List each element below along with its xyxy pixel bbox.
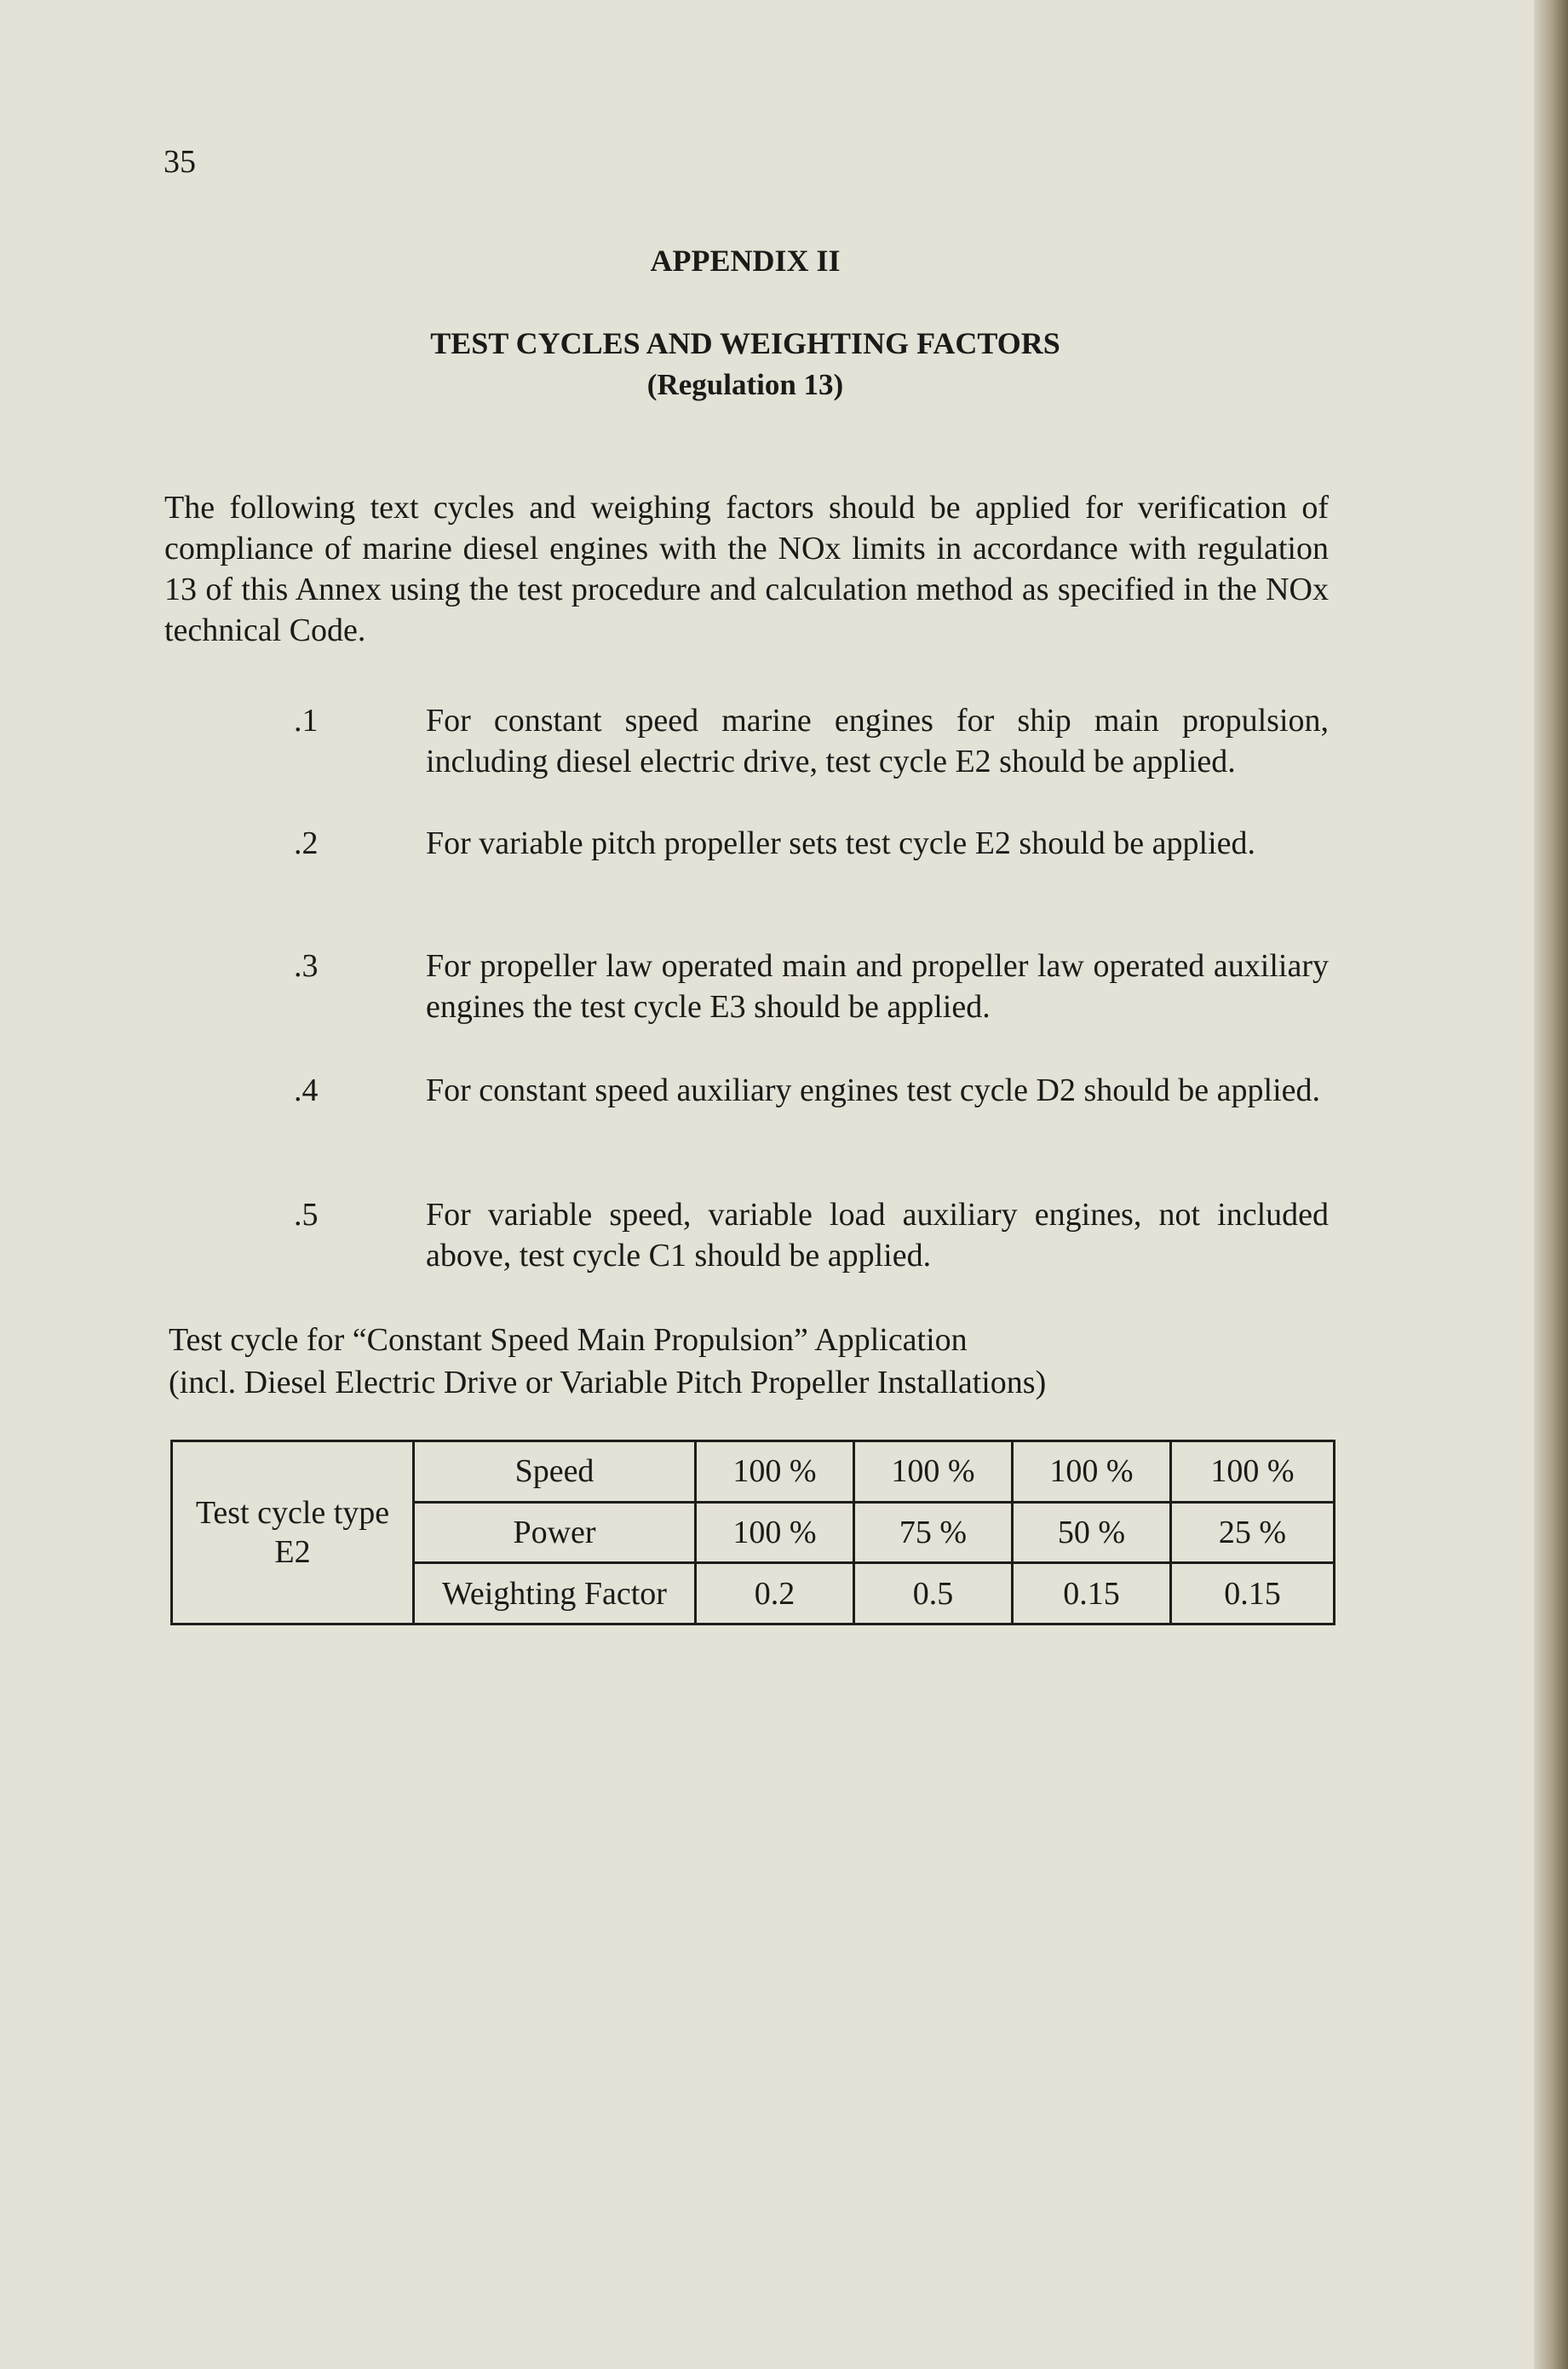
table-cell: 100 % bbox=[1171, 1441, 1335, 1503]
intro-paragraph: The following text cycles and weighing factors should be applied for verification of compliance of marine diesel engines with the NOx limits in accordance with regulation 13 of this Annex using the test procedure and calculation method as specified in the NOx technical Code. bbox=[164, 490, 1329, 648]
table-cell: 100 % bbox=[854, 1441, 1013, 1503]
table-cell: 100 % bbox=[696, 1441, 854, 1503]
test-cycle-type-cell bbox=[172, 1441, 414, 1624]
row-label-weighting-factor: Weighting Factor bbox=[414, 1563, 696, 1624]
list-item-text: For constant speed auxiliary engines test cycle D2 should be applied. bbox=[426, 1072, 1321, 1108]
test-cycle-type-value: E2 bbox=[274, 1534, 311, 1570]
table-row bbox=[172, 1441, 1335, 1503]
table-cell: 0.5 bbox=[854, 1563, 1013, 1624]
list-item-text: For variable pitch propeller sets test cycle E2 should be applied. bbox=[426, 825, 1255, 861]
regulation-subtitle: (Regulation 13) bbox=[646, 368, 844, 401]
table-cell: 75 % bbox=[854, 1502, 1013, 1563]
list-item-number: .1 bbox=[294, 703, 319, 739]
page-edge bbox=[1534, 0, 1568, 2369]
list-item-number: .5 bbox=[294, 1197, 319, 1233]
test-cycle-type-label: Test cycle type bbox=[195, 1495, 390, 1531]
table-cell: 100 % bbox=[696, 1502, 854, 1563]
row-label-speed: Speed bbox=[414, 1441, 696, 1503]
list-item-number: .3 bbox=[294, 948, 319, 984]
row-label-power: Power bbox=[414, 1502, 696, 1563]
list-item-text: For propeller law operated main and propeller law operated auxiliary engines the test cycle E3 should be applied. bbox=[426, 948, 1329, 1025]
section-title: TEST CYCLES AND WEIGHTING FACTORS bbox=[430, 326, 1060, 360]
table-caption bbox=[169, 1319, 1046, 1404]
test-cycle-table bbox=[170, 1440, 1335, 1625]
list-item-text: For constant speed marine engines for ship main propulsion, including diesel electric drive, test cycle E2 should be applied. bbox=[426, 703, 1329, 779]
list-item-number: .2 bbox=[294, 825, 319, 861]
table-cell: 0.15 bbox=[1171, 1563, 1335, 1624]
page-number: 35 bbox=[164, 144, 196, 180]
list-item-number: .4 bbox=[294, 1072, 319, 1108]
caption-line-1: Test cycle for “Constant Speed Main Propulsion” Application bbox=[169, 1322, 968, 1358]
table-cell: 25 % bbox=[1171, 1502, 1335, 1563]
table-cell: 0.2 bbox=[696, 1563, 854, 1624]
appendix-heading: APPENDIX II bbox=[650, 244, 841, 278]
list-item-text: For variable speed, variable load auxiliary engines, not included above, test cycle C1 should be applied. bbox=[426, 1197, 1329, 1274]
caption-line-2: (incl. Diesel Electric Drive or Variable Pitch Propeller Installations) bbox=[169, 1365, 1047, 1400]
table-cell: 50 % bbox=[1013, 1502, 1171, 1563]
table-cell: 100 % bbox=[1013, 1441, 1171, 1503]
table-cell: 0.15 bbox=[1013, 1563, 1171, 1624]
